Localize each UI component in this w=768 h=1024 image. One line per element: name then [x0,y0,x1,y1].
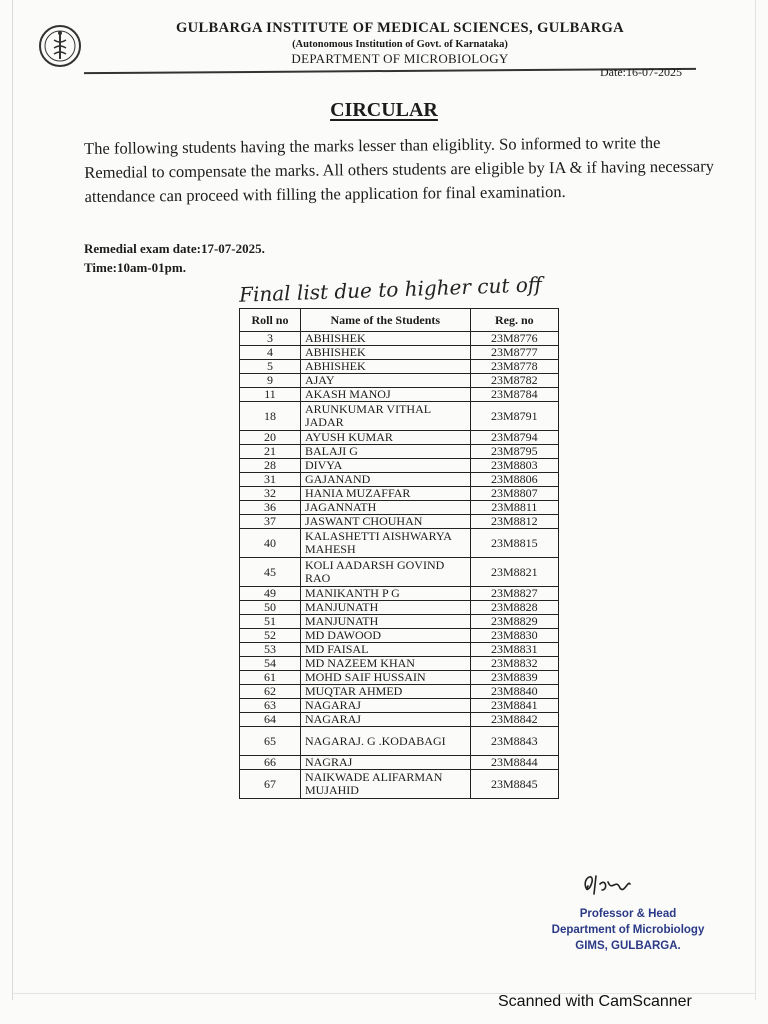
circular-body: The following students having the marks lesser than eligiblity. So informed to write the Remedial to compensate the marks. All others students are eligible by IA & if having necessary attendance can proceed with filling the application for final examination. [84,132,715,206]
handwritten-note-text: Final list due to higher cut off [238,272,543,307]
roll-cell: 31 [240,473,301,487]
roll-cell: 21 [240,445,301,459]
table-row [240,770,559,799]
name-cell: ARUNKUMAR VITHAL JADAR [300,402,470,431]
roll-cell: 49 [240,587,301,601]
reg-cell: 23M8811 [470,501,558,515]
name-cell: HANIA MUZAFFAR [300,487,470,501]
page-edge-left [12,0,13,1000]
table-row [240,374,559,388]
roll-cell: 63 [240,699,301,713]
stamp-line-3: GIMS, GULBARGA. [575,940,681,952]
table-row [240,360,559,374]
table-row [240,431,559,445]
exam-time: Time:10am-01pm. [84,260,186,275]
name-cell: NAGARAJ [300,713,470,727]
name-cell: ABHISHEK [300,332,470,346]
name-cell: AKASH MANOJ [300,388,470,402]
table-row [240,332,559,346]
table-body [240,332,559,799]
table-row [240,388,559,402]
name-cell: BALAJI G [300,445,470,459]
roll-cell: 9 [240,374,301,388]
reg-cell: 23M8794 [470,431,558,445]
reg-cell: 23M8845 [470,770,558,799]
roll-cell: 62 [240,685,301,699]
name-cell: NAIKWADE ALIFARMAN MUJAHID [300,770,470,799]
column-header-name: Name of the Students [300,309,470,332]
roll-cell: 40 [240,529,301,558]
name-cell: MD FAISAL [300,643,470,657]
page-edge-right [755,0,756,1000]
roll-cell: 64 [240,713,301,727]
reg-cell: 23M8821 [470,558,558,587]
head-stamp [538,906,718,954]
roll-cell: 67 [240,770,301,799]
reg-cell: 23M8815 [470,529,558,558]
roll-cell: 20 [240,431,301,445]
column-header-reg: Reg. no [470,309,558,332]
reg-cell: 23M8776 [470,332,558,346]
page-title: CIRCULAR [330,99,438,121]
letterhead [120,20,680,67]
table-row [240,713,559,727]
stamp-line-2: Department of Microbiology [551,924,705,936]
roll-cell: 5 [240,360,301,374]
reg-cell: 23M8844 [470,756,558,770]
table-row [240,671,559,685]
name-cell: JASWANT CHOUHAN [300,515,470,529]
scanner-watermark: Scanned with CamScanner [498,993,692,1010]
table-row [240,501,559,515]
table-header-row [240,309,559,332]
roll-cell: 61 [240,671,301,685]
roll-cell: 51 [240,615,301,629]
reg-cell: 23M8841 [470,699,558,713]
table-row [240,756,559,770]
name-cell: MANJUNATH [300,601,470,615]
reg-cell: 23M8777 [470,346,558,360]
reg-cell: 23M8829 [470,615,558,629]
name-cell: NAGARAJ. G .KODABAGI [300,727,470,756]
name-cell: AYUSH KUMAR [300,431,470,445]
name-cell: MANIKANTH P G [300,587,470,601]
signature-icon [578,868,658,900]
autonomous-subtitle: (Autonomous Institution of Govt. of Karnataka) [292,39,508,50]
table-row [240,727,559,756]
name-cell: KALASHETTI AISHWARYA MAHESH [300,529,470,558]
name-cell: MD DAWOOD [300,629,470,643]
table-row [240,346,559,360]
roll-cell: 3 [240,332,301,346]
roll-cell: 54 [240,657,301,671]
reg-cell: 23M8807 [470,487,558,501]
table-row [240,402,559,431]
name-cell: MANJUNATH [300,615,470,629]
table-row [240,558,559,587]
reg-cell: 23M8828 [470,601,558,615]
reg-cell: 23M8843 [470,727,558,756]
roll-cell: 36 [240,501,301,515]
reg-cell: 23M8778 [470,360,558,374]
reg-cell: 23M8784 [470,388,558,402]
roll-cell: 45 [240,558,301,587]
reg-cell: 23M8803 [470,459,558,473]
roll-cell: 11 [240,388,301,402]
table-row [240,601,559,615]
name-cell: JAGANNATH [300,501,470,515]
roll-cell: 32 [240,487,301,501]
column-header-roll: Roll no [240,309,301,332]
name-cell: NAGRAJ [300,756,470,770]
institution-name: GULBARGA INSTITUTE OF MEDICAL SCIENCES, GULBARGA [175,20,625,36]
reg-cell: 23M8832 [470,657,558,671]
exam-date: Remedial exam date:17-07-2025. [84,241,265,256]
name-cell: KOLI AADARSH GOVIND RAO [300,558,470,587]
institute-emblem-icon [38,24,82,68]
table-row [240,657,559,671]
name-cell: AJAY [300,374,470,388]
reg-cell: 23M8830 [470,629,558,643]
table-row [240,459,559,473]
roll-cell: 4 [240,346,301,360]
table-row [240,615,559,629]
reg-cell: 23M8806 [470,473,558,487]
reg-cell: 23M8791 [470,402,558,431]
stamp-line-1: Professor & Head [579,908,677,920]
table-row [240,643,559,657]
reg-cell: 23M8831 [470,643,558,657]
table-row [240,529,559,558]
reg-cell: 23M8812 [470,515,558,529]
roll-cell: 50 [240,601,301,615]
roll-cell: 65 [240,727,301,756]
name-cell: MOHD SAIF HUSSAIN [300,671,470,685]
table-row [240,587,559,601]
reg-cell: 23M8842 [470,713,558,727]
reg-cell: 23M8827 [470,587,558,601]
table-row [240,699,559,713]
table-row [240,515,559,529]
name-cell: ABHISHEK [300,360,470,374]
table-row [240,445,559,459]
roll-cell: 52 [240,629,301,643]
roll-cell: 37 [240,515,301,529]
circular-date: Date:16-07-2025 [600,65,682,79]
table-row [240,473,559,487]
roll-cell: 53 [240,643,301,657]
roll-cell: 66 [240,756,301,770]
roll-cell: 18 [240,402,301,431]
roll-cell: 28 [240,459,301,473]
name-cell: MUQTAR AHMED [300,685,470,699]
students-table [239,308,559,799]
name-cell: MD NAZEEM KHAN [300,657,470,671]
name-cell: ABHISHEK [300,346,470,360]
reg-cell: 23M8795 [470,445,558,459]
name-cell: DIVYA [300,459,470,473]
name-cell: NAGARAJ [300,699,470,713]
table-row [240,487,559,501]
handwritten-note [235,268,575,308]
department-name: DEPARTMENT OF MICROBIOLOGY [291,51,509,66]
table-row [240,685,559,699]
reg-cell: 23M8839 [470,671,558,685]
table-row [240,629,559,643]
reg-cell: 23M8840 [470,685,558,699]
reg-cell: 23M8782 [470,374,558,388]
name-cell: GAJANAND [300,473,470,487]
